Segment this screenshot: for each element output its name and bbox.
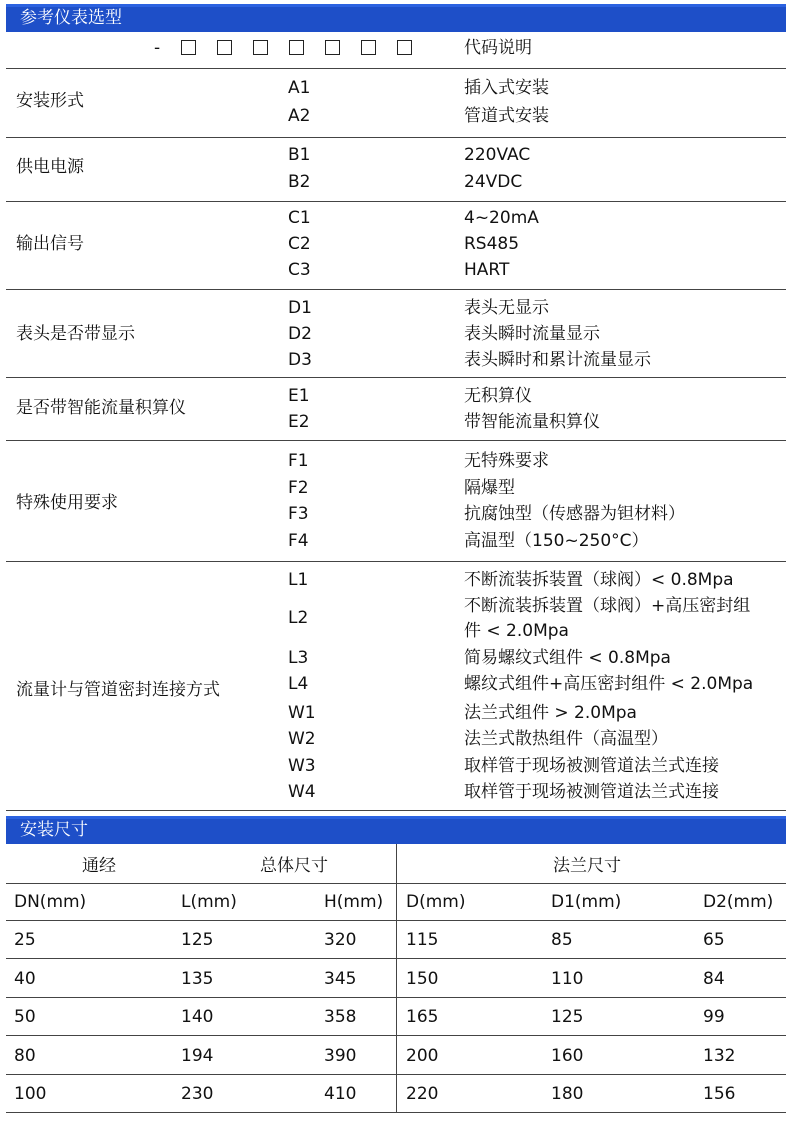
- header-nominal-diameter: 通经: [82, 856, 116, 876]
- table-cell: 230: [181, 1084, 214, 1104]
- code-box-3: [253, 40, 268, 55]
- option-code: W4: [288, 782, 316, 802]
- divider: [6, 289, 786, 290]
- option-desc: RS485: [464, 234, 520, 254]
- divider: [6, 1112, 786, 1113]
- table-cell: 200: [406, 1046, 439, 1066]
- option-code: C2: [288, 234, 311, 254]
- group-label-power-supply: 供电电源: [16, 157, 84, 177]
- table-cell: 140: [181, 1007, 214, 1027]
- divider: [6, 810, 786, 811]
- group-label-output-signal: 输出信号: [16, 234, 84, 254]
- table-cell: 80: [14, 1046, 36, 1066]
- option-code: W1: [288, 703, 316, 723]
- option-code: L2: [288, 608, 309, 628]
- option-desc: 表头瞬时流量显示: [464, 324, 600, 344]
- divider: [6, 201, 786, 202]
- option-code: D1: [288, 298, 312, 318]
- option-desc: 管道式安装: [464, 106, 549, 126]
- table-cell: 135: [181, 969, 214, 989]
- option-desc: 无特殊要求: [464, 451, 549, 471]
- option-code: B2: [288, 172, 311, 192]
- column-header-l: L(mm): [181, 892, 237, 912]
- header-bar-highlight: [6, 4, 786, 7]
- table-cell: 345: [324, 969, 357, 989]
- divider: [6, 883, 786, 884]
- table-cell: 390: [324, 1046, 357, 1066]
- option-desc: 无积算仪: [464, 386, 532, 406]
- option-desc: 法兰式组件 > 2.0Mpa: [464, 703, 637, 723]
- option-desc: 表头瞬时和累计流量显示: [464, 350, 651, 370]
- table-cell: 99: [703, 1007, 725, 1027]
- table-cell: 180: [551, 1084, 584, 1104]
- divider: [6, 958, 786, 959]
- column-header-dn: DN(mm): [14, 892, 87, 912]
- divider: [6, 1074, 786, 1075]
- divider: [6, 68, 786, 69]
- header-bar-highlight: [6, 816, 786, 819]
- table-cell: 132: [703, 1046, 736, 1066]
- divider: [6, 920, 786, 921]
- option-desc: 法兰式散热组件（高温型）: [464, 729, 668, 749]
- table-cell: 110: [551, 969, 584, 989]
- option-desc: 4~20mA: [464, 208, 539, 228]
- code-box-1: [181, 40, 196, 55]
- table-cell: 115: [406, 930, 439, 950]
- option-code: A2: [288, 106, 311, 126]
- option-code: A1: [288, 78, 311, 98]
- option-code: E2: [288, 412, 310, 432]
- table-cell: 358: [324, 1007, 357, 1027]
- option-desc: 取样管于现场被测管道法兰式连接: [464, 756, 719, 776]
- option-code: L4: [288, 674, 309, 694]
- option-code: F1: [288, 451, 309, 471]
- option-desc: 抗腐蚀型（传感器为钽材料）: [464, 504, 685, 524]
- divider: [6, 137, 786, 138]
- column-header-d2: D2(mm): [703, 892, 774, 912]
- table-cell: 165: [406, 1007, 439, 1027]
- option-code: W3: [288, 756, 316, 776]
- group-label-totalizer: 是否带智能流量积算仪: [16, 398, 186, 418]
- table-cell: 194: [181, 1046, 214, 1066]
- option-code: L3: [288, 648, 309, 668]
- group-label-connection-method: 流量计与管道密封连接方式: [16, 680, 220, 700]
- table-cell: 85: [551, 930, 573, 950]
- option-desc: 高温型（150~250°C）: [464, 531, 649, 551]
- selection-header-bar: [6, 4, 786, 32]
- option-desc: 不断流装拆装置（球阀）< 0.8Mpa: [464, 570, 734, 590]
- option-desc: 带智能流量积算仪: [464, 412, 600, 432]
- group-label-special-requirements: 特殊使用要求: [16, 493, 118, 513]
- option-desc: 24VDC: [464, 172, 523, 192]
- code-box-4: [289, 40, 304, 55]
- option-code: D3: [288, 350, 312, 370]
- code-box-5: [325, 40, 340, 55]
- divider: [6, 440, 786, 441]
- option-code: F4: [288, 531, 309, 551]
- dimensions-header-bar: [6, 816, 786, 844]
- group-label-install-form: 安装形式: [16, 91, 84, 111]
- option-code: C1: [288, 208, 311, 228]
- table-cell: 100: [14, 1084, 47, 1104]
- dimensions-title: 安装尺寸: [20, 820, 88, 840]
- table-cell: 65: [703, 930, 725, 950]
- table-cell: 410: [324, 1084, 357, 1104]
- header-flange-size: 法兰尺寸: [553, 856, 621, 876]
- option-desc: 220VAC: [464, 145, 531, 165]
- table-cell: 156: [703, 1084, 736, 1104]
- code-description-header: 代码说明: [464, 38, 532, 58]
- option-desc: 隔爆型: [464, 478, 515, 498]
- table-cell: 220: [406, 1084, 439, 1104]
- header-overall-size: 总体尺寸: [260, 856, 328, 876]
- option-code: E1: [288, 386, 310, 406]
- option-desc: HART: [464, 260, 510, 280]
- column-header-h: H(mm): [324, 892, 384, 912]
- column-header-d: D(mm): [406, 892, 466, 912]
- option-desc: 螺纹式组件+高压密封组件 < 2.0Mpa: [464, 674, 754, 694]
- table-cell: 125: [551, 1007, 584, 1027]
- divider: [6, 997, 786, 998]
- group-label-display: 表头是否带显示: [16, 324, 135, 344]
- code-box-2: [217, 40, 232, 55]
- column-header-d1: D1(mm): [551, 892, 622, 912]
- option-code: F2: [288, 478, 309, 498]
- option-code: L1: [288, 570, 309, 590]
- option-code: F3: [288, 504, 309, 524]
- divider: [6, 377, 786, 378]
- option-desc: 表头无显示: [464, 298, 549, 318]
- column-group-divider: [396, 844, 397, 1112]
- option-code: D2: [288, 324, 312, 344]
- table-cell: 160: [551, 1046, 584, 1066]
- option-code: W2: [288, 729, 316, 749]
- table-cell: 84: [703, 969, 725, 989]
- divider: [6, 1035, 786, 1036]
- code-dash: -: [154, 38, 161, 58]
- option-desc: 取样管于现场被测管道法兰式连接: [464, 782, 719, 802]
- option-desc-continued: 件 < 2.0Mpa: [464, 621, 569, 641]
- option-desc: 不断流装拆装置（球阀）+高压密封组: [464, 596, 751, 616]
- option-desc: 插入式安装: [464, 78, 549, 98]
- table-cell: 150: [406, 969, 439, 989]
- code-box-6: [361, 40, 376, 55]
- table-cell: 25: [14, 930, 36, 950]
- option-code: B1: [288, 145, 311, 165]
- table-cell: 40: [14, 969, 36, 989]
- option-code: C3: [288, 260, 311, 280]
- table-cell: 320: [324, 930, 357, 950]
- table-cell: 50: [14, 1007, 36, 1027]
- divider: [6, 561, 786, 562]
- table-cell: 125: [181, 930, 214, 950]
- option-desc: 简易螺纹式组件 < 0.8Mpa: [464, 648, 671, 668]
- code-box-7: [397, 40, 412, 55]
- selection-title: 参考仪表选型: [20, 8, 122, 28]
